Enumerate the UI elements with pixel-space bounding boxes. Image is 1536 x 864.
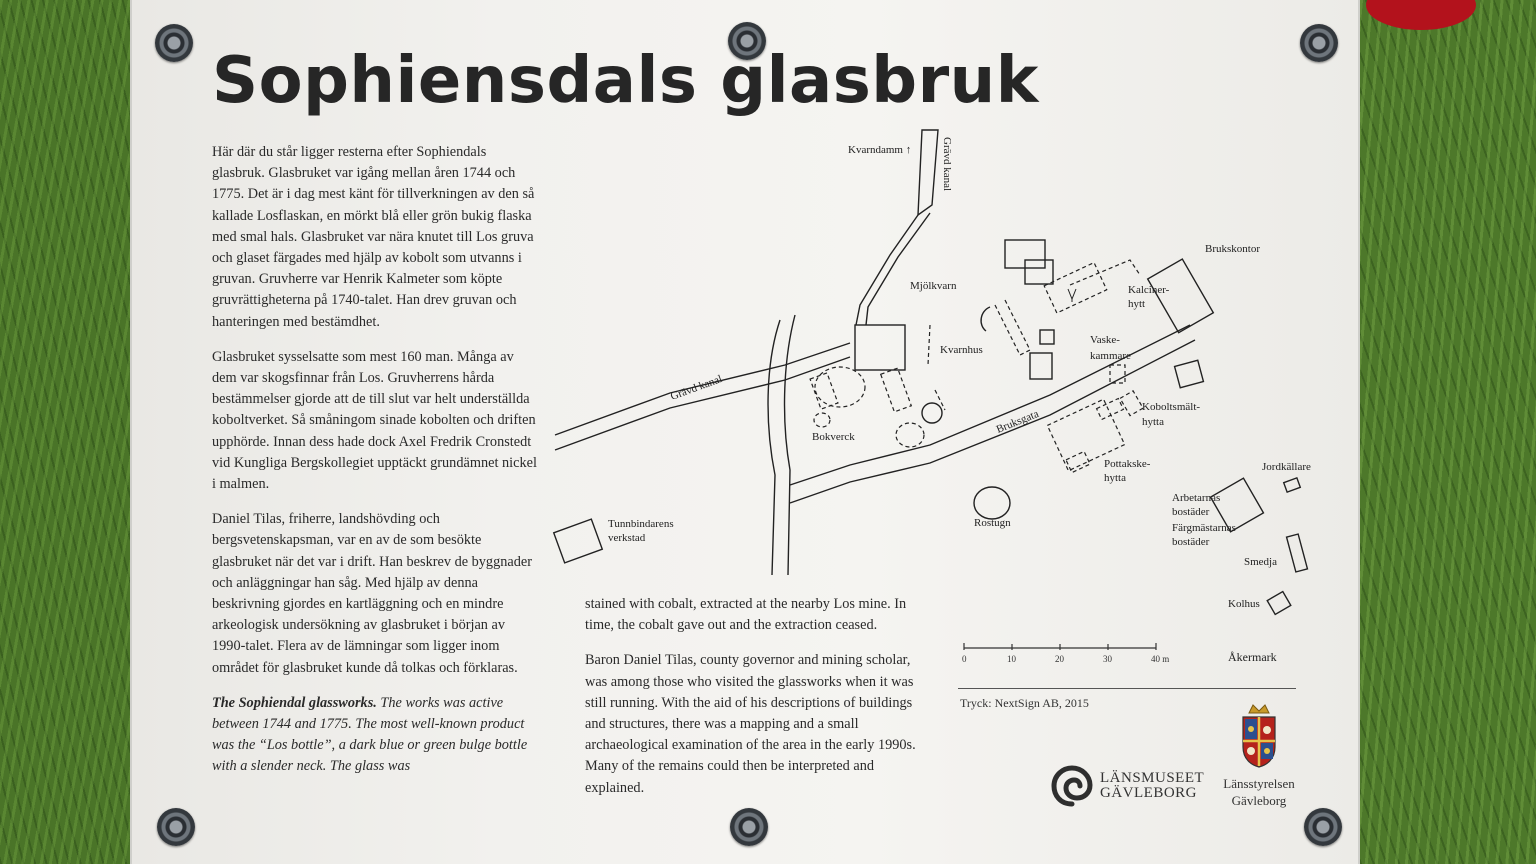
map-label: Arbetarnas (1172, 492, 1221, 504)
logo-text: LÄNSMUSEET (1100, 770, 1205, 786)
map-label: Färgmästarnas (1172, 522, 1236, 534)
map-label: Smedja (1244, 556, 1277, 568)
building (1025, 260, 1053, 284)
map-label: Mjölkvarn (910, 280, 957, 292)
jordkallare-building (1284, 478, 1301, 492)
dashed-foundation (1070, 260, 1140, 285)
divider (958, 688, 1296, 689)
kolhus-building (1267, 592, 1291, 615)
screw-icon (1300, 24, 1338, 62)
map-label: bostäder (1172, 506, 1210, 518)
road (768, 320, 780, 575)
dashed-foundation (881, 368, 912, 412)
paragraph: Daniel Tilas, friherre, landshövding och bergsvetenskapsman, var en av de som besökte glasbruket när det var i drift. Han beskrev de byggnader och anläggningar han såg. Med hjälp av denna beskrivning gjordes en kartläggning och en mindre arkeologisk undersökning av glasbruket i början av 1990-talet. Flera av de lämningar som ligger inom området för glasbruket kunde då tolkas och förklaras. (212, 511, 532, 676)
round-feature (922, 403, 942, 423)
building (1030, 353, 1052, 379)
map-label: Koboltsmält- (1142, 401, 1201, 413)
road (785, 315, 795, 575)
map-label: Bokverck (812, 431, 855, 443)
road (790, 340, 1195, 503)
mill-building (855, 325, 905, 370)
building (1040, 330, 1054, 344)
english-text-column (585, 594, 930, 813)
logo-text: Gävleborg (1231, 793, 1287, 808)
lansmuseet-logo (1050, 764, 1204, 808)
dashed-foundation (995, 300, 1030, 355)
building (1175, 360, 1204, 387)
map-label: kammare (1090, 350, 1131, 362)
dashed-foundation (928, 325, 945, 410)
map-label: bostäder (1172, 536, 1210, 548)
paragraph: Här där du står ligger resterna efter Sophiendals glasbruk. Glasbruket var igång mellan åren 1744 och 1775. Det är i dag mest känt för tillverkningen av den så kallade Losflaskan, en mörkt blå eller grön bukig flaska med smal hals. Glasbruket var nära knutet till Los gruva och glaset färgades med hjälp av kobolt som utvanns i gruvan. Gruvherre var Henrik Kalmeter som köpte gruvrättigheterna på 1740-talet. Han drev gruvan och hanteringen med bestämdhet. (212, 144, 535, 330)
dashed-foundation (815, 367, 865, 407)
kvarnhus-outline (981, 307, 990, 331)
lansstyrelsen-logo (1214, 703, 1304, 808)
map-label-akermark: Åkermark (1228, 650, 1277, 664)
map-label: Bruksgata (994, 407, 1041, 436)
coat-of-arms-icon (1239, 703, 1279, 769)
canal-pipe (856, 215, 918, 325)
print-credit: Tryck: NextSign AB, 2015 (960, 696, 1089, 710)
map-label: Rostugn (974, 517, 1011, 529)
map-label: Vaske- (1090, 334, 1120, 346)
english-text: The works was active between 1744 and 1775. The most well-known product was the “Los bottle”, a dark blue or green bulge bottle with a slender neck. The glass was (212, 694, 528, 775)
canal-lower (555, 357, 850, 450)
scale-bar (958, 640, 1168, 668)
dashed-foundation (1120, 391, 1143, 416)
grass-left (0, 0, 130, 864)
dashed-foundation (1097, 398, 1124, 419)
map-label: verkstad (608, 532, 646, 544)
scale-tick: 20 (1055, 654, 1064, 664)
site-map (550, 125, 1320, 610)
rostugn (974, 487, 1010, 519)
screw-icon (155, 24, 193, 62)
screw-icon (730, 808, 768, 846)
map-label: hytta (1104, 472, 1126, 484)
screw-icon (157, 808, 195, 846)
dashed-foundation (814, 413, 830, 427)
canal-upper (918, 130, 938, 215)
spiral-icon (1050, 764, 1094, 808)
dashed-foundation (896, 423, 924, 447)
map-label: Kvarndamm ↑ (848, 144, 912, 156)
mjolkvarn-icon (1068, 289, 1076, 302)
smedja-building (1287, 534, 1308, 572)
dashed-foundation (810, 373, 838, 409)
logo-text: Länsstyrelsen (1223, 776, 1295, 791)
map-label: Kalciner- (1128, 284, 1170, 296)
scale-tick: 0 (962, 654, 967, 664)
scale-tick: 40 m (1151, 654, 1170, 664)
map-label: Grävd kanal (941, 137, 953, 192)
english-paragraph (212, 693, 538, 778)
tunnbindarens-building (554, 519, 603, 563)
map-label: Jordkällare (1262, 461, 1311, 473)
map-label: Grävd kanal (668, 373, 724, 403)
map-label: Kvarnhus (940, 344, 983, 356)
scale-tick: 10 (1007, 654, 1016, 664)
scale-tick: 30 (1103, 654, 1112, 664)
logo-text: GÄVLEBORG (1100, 785, 1197, 801)
paragraph: stained with cobalt, extracted at the nearby Los mine. In time, the cobalt gave out and the extraction ceased. (585, 596, 907, 634)
grass-right (1360, 0, 1536, 864)
map-label: Kolhus (1228, 598, 1260, 610)
english-lead: The Sophiendal glassworks. (212, 694, 377, 711)
paragraph: Glasbruket sysselsatte som mest 160 man. Många av dem var skogsfinnar från Los. Gruvherrens hårda bestämmelser gjorde att de till slut var helt underställda koboltverket. Så småningom sinade kobolten och driften upphörde. Innan dess hade dock Axel Fredrik Cronstedt vid Kungliga Bergskollegiet upptäckt grundämnet nickel i malmen. (212, 348, 537, 493)
map-label: hytt (1128, 298, 1146, 310)
screw-icon (1304, 808, 1342, 846)
map-label: Tunnbindarens (608, 518, 674, 530)
canal-pipe (866, 213, 930, 325)
map-label: hytta (1142, 416, 1164, 428)
paragraph: Baron Daniel Tilas, county governor and mining scholar, was among those who visited the glassworks when it was still running. With the aid of his descriptions of buildings and structures, there was a mapping and a small archaeological examination of the area in the early 1990s. Many of the remains could then be interpreted and explained. (585, 652, 916, 796)
map-label: Pottakske- (1104, 458, 1151, 470)
swedish-text-column (212, 142, 538, 792)
sign-title: Sophiensdals glasbruk (212, 44, 1039, 118)
information-sign (130, 0, 1360, 864)
map-label: Brukskontor (1205, 243, 1260, 255)
